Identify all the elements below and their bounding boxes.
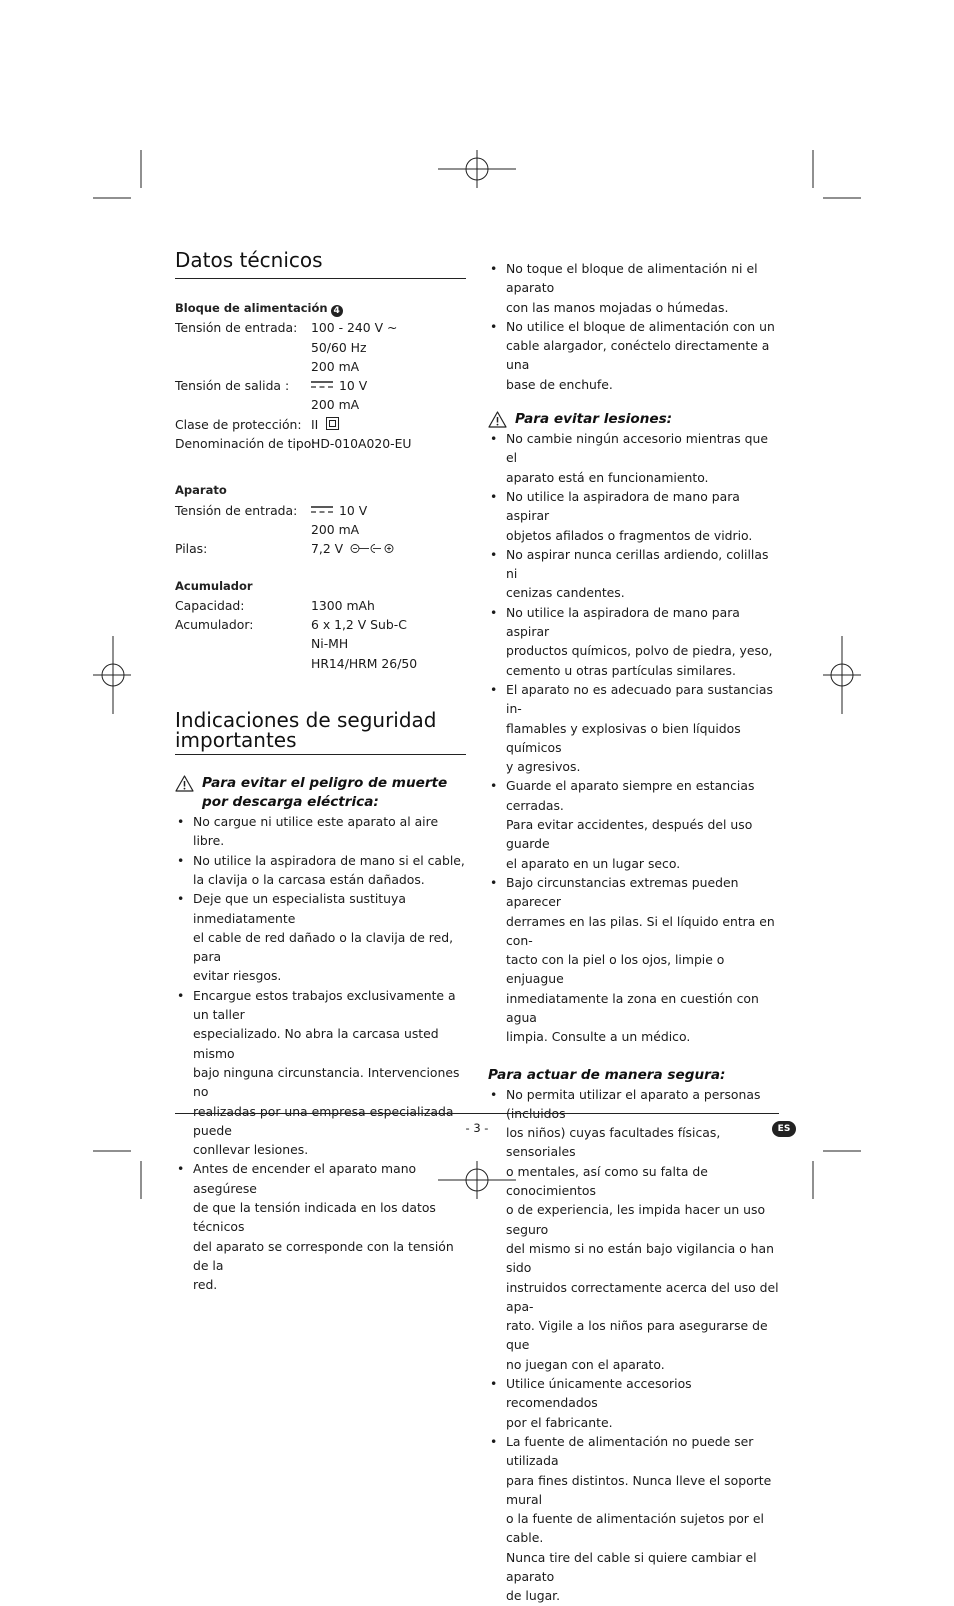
list-item: • No cambie ningún accesorio mientras que el aparato está en funcionamiento. (488, 429, 780, 487)
list-item: • No cargue ni utilice este aparato al aire libre. (175, 812, 466, 851)
page-number: - 3 - (465, 1121, 489, 1135)
footer-rule (175, 1113, 779, 1114)
acumulador-spec (175, 596, 466, 673)
aparato-heading: Aparato (175, 483, 227, 498)
bloque-heading: Bloque de alimentación 4 (175, 299, 466, 318)
bloque-spec (175, 318, 466, 453)
dc-symbol-icon (311, 380, 333, 389)
spec-label: Tensión de entrada: (175, 320, 298, 336)
list-item: • Deje que un especialista sustituya inmediatamente el cable de red dañado o la clavija de red, para evitar riesgos. (175, 889, 466, 985)
polarity-icon (349, 543, 397, 554)
lesiones-heading: Para evitar lesiones: (488, 410, 780, 429)
class-ii-icon (326, 417, 339, 430)
warning-triangle-icon (175, 775, 194, 792)
list-item: • No aspirar nunca cerillas ardiendo, colillas ni cenizas candentes. (488, 545, 780, 603)
continued-list (488, 259, 780, 394)
list-item: • Encargue estos trabajos exclusivamente a un taller especializado. No abra la carcasa usted mismo bajo ninguna circunstancia. Intervenciones no realizadas por una empresa especializada puede conllevar lesiones. (175, 986, 466, 1160)
spec-label: Tensión de entrada: (175, 502, 298, 518)
aparato-spec (175, 501, 466, 559)
spec-label: Acumulador: (175, 617, 254, 633)
warning-triangle-icon (488, 411, 507, 428)
spec-value: 10 V 200 mA (311, 502, 368, 537)
datos-title: Datos técnicos (175, 248, 323, 272)
acumulador-heading: Acumulador (175, 578, 253, 593)
list-item: • Guarde el aparato siempre en estancias cerradas. Para evitar accidentes, después del uso guarde el aparato en un lugar seco. (488, 776, 780, 872)
language-badge: ES (772, 1121, 796, 1137)
list-item: • No utilice la aspiradora de mano para aspirar objetos afilados o fragmentos de vidrio. (488, 487, 780, 545)
spec-value: II (311, 415, 466, 434)
list-item: • El aparato no es adecuado para sustancias in- flamables y explosivas o bien líquidos químicos y agresivos. (488, 680, 780, 776)
spec-value: 7,2 V (311, 539, 466, 558)
spec-value: 6 x 1,2 V Sub-C Ni-MH HR14/HRM 26/50 (311, 617, 418, 671)
list-item: • Utilice únicamente accesorios recomendados por el fabricante. (488, 1374, 780, 1432)
spec-value: HD-010A020-EU (311, 436, 412, 452)
list-item: • Bajo circunstancias extremas pueden aparecer derrames en las pilas. Si el líquido entra en con- tacto con la piel o los ojos, limpie o enjuague inmediatamente la zona en cuestión con agua limpia. Consulte a un médico. (488, 873, 780, 1047)
descarga-list (175, 812, 466, 1294)
list-item: • No toque el bloque de alimentación ni el aparato con las manos mojadas o húmedas. (488, 259, 780, 317)
spec-label: Tensión de salida : (175, 378, 290, 394)
ref-4-badge: 4 (331, 305, 343, 317)
spec-label: Clase de protección: (175, 416, 302, 432)
dc-symbol-icon (311, 505, 333, 514)
left-column (175, 250, 466, 1294)
spec-label: Denominación de tipo: (175, 436, 316, 452)
list-item: • No permita utilizar el aparato a personas (incluidos los niños) cuyas facultades físicas, sensoriales o mentales, así como su falta de conocimientos o de experiencia, les impida hacer un uso seguro del mismo si no están bajo vigilancia o han sido instruidos correctamente acerca del uso del apa- rato. Vigile a los niños para asegurarse de que no juegan con el aparato. (488, 1085, 780, 1374)
spec-value: 1300 mAh (311, 597, 375, 613)
spec-value: 100 - 240 V ~ 50/60 Hz 200 mA (311, 320, 398, 374)
list-item: • Antes de encender el aparato mano asegúrese de que la tensión indicada en los datos técnicos del aparato se corresponde con la tensión de la red. (175, 1159, 466, 1294)
list-item: • La fuente de alimentación no puede ser utilizada para fines distintos. Nunca lleve el soporte mural o la fuente de alimentación sujetos por el cable. Nunca tire del cable si quiere cambiar el aparato de lugar. (488, 1432, 780, 1606)
seguridad-title: Indicaciones de seguridad importantes (175, 708, 437, 753)
spec-label: Pilas: (175, 541, 208, 557)
list-item: • No utilice la aspiradora de mano si el cable, la clavija o la carcasa están dañados. (175, 851, 466, 890)
segura-list (488, 1085, 780, 1606)
list-item: • No utilice el bloque de alimentación con un cable alargador, conéctelo directamente a una base de enchufe. (488, 317, 780, 394)
right-column (488, 259, 780, 1606)
spec-label: Capacidad: (175, 597, 245, 613)
spec-value: 10 V 200 mA (311, 378, 368, 413)
lesiones-list (488, 429, 780, 1047)
list-item: • No utilice la aspiradora de mano para aspirar productos químicos, polvo de piedra, yeso, cemento u otras partículas similares. (488, 603, 780, 680)
segura-heading: Para actuar de manera segura: (488, 1066, 726, 1083)
descarga-heading: Para evitar el peligro de muerte por descarga eléctrica: (175, 774, 466, 812)
